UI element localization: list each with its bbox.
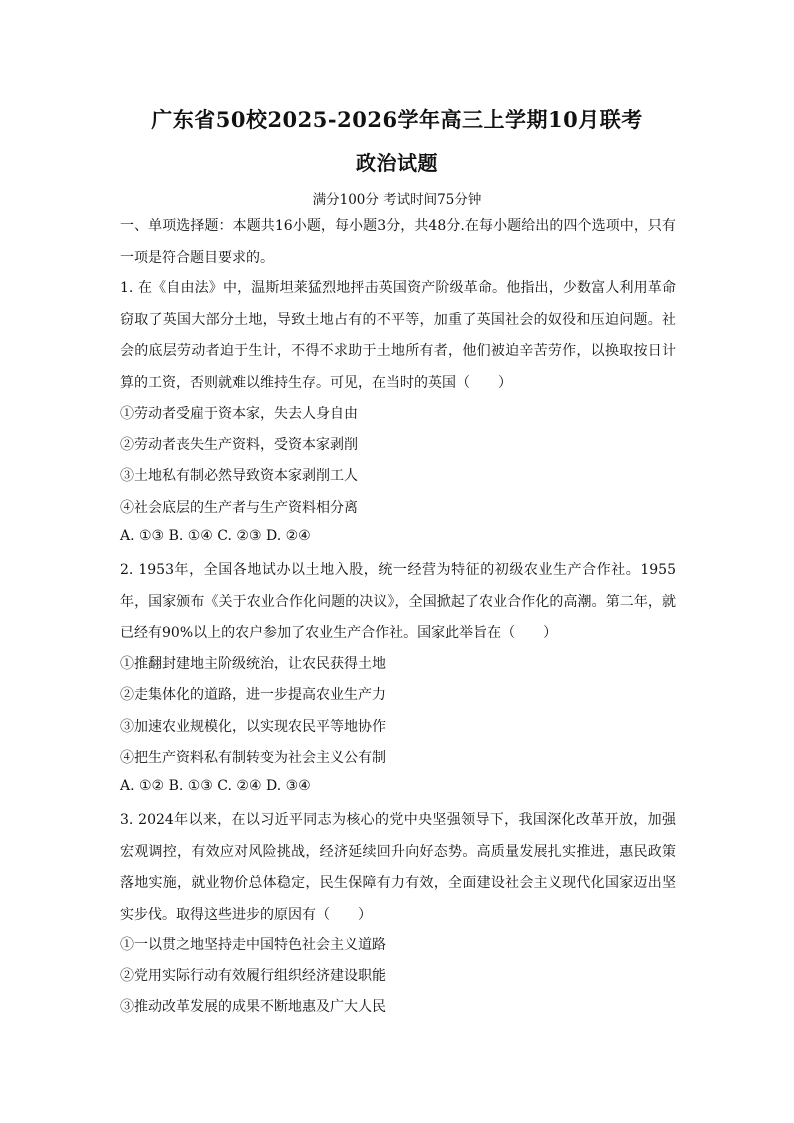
- question-2-choices: A. ①② B. ①③ C. ②④ D. ③④: [120, 778, 311, 794]
- question-1-option-1: ①劳动者受雇于资本家，失去人身自由: [120, 406, 358, 422]
- exam-title: 广东省50校2025-2026学年高三上学期10月联考: [151, 107, 643, 132]
- question-1-stem: 1. 在《自由法》中，温斯坦莱猛烈地抨击英国资产阶级革命。他指出，少数富人利用革命窃取了英国大部分土地，导致土地占有的不平等，加重了英国社会的奴役和压迫问题。社会的底层劳动者迫于生计，不得不求助于土地所有者，他们被迫辛苦劳作，以换取按日计算的工资，否则就难以维持生存。可见，在当时的英国（ ）: [120, 280, 676, 391]
- question-3-stem: 3. 2024年以来，在以习近平同志为核心的党中央坚强领导下，我国深化改革开放，加强宏观调控，有效应对风险挑战，经济延续回升向好态势。高质量发展扎实推进，惠民政策落地实施，就业物价总体稳定，民生保障有力有效，全面建设社会主义现代化国家迈出坚实步伐。取得这些进步的原因有（ ）: [120, 812, 676, 923]
- question-1-option-4: ④社会底层的生产者与生产资料相分离: [120, 500, 358, 516]
- section-instructions: 一、单项选择题：本题共16小题，每小题3分，共48分.在每小题给出的四个选项中，只有一项是符合题目要求的。: [120, 218, 676, 266]
- question-1-choices: A. ①③ B. ①④ C. ②③ D. ②④: [120, 528, 311, 544]
- question-1-option-3: ③土地私有制必然导致资本家剥削工人: [120, 468, 358, 484]
- question-1-option-2: ②劳动者丧失生产资料，受资本家剥削: [120, 437, 358, 453]
- question-3-option-2: ②党用实际行动有效履行组织经济建设职能: [120, 968, 386, 984]
- question-2-option-1: ①推翻封建地主阶级统治，让农民获得土地: [120, 656, 386, 672]
- question-2-option-4: ④把生产资料私有制转变为社会主义公有制: [120, 750, 386, 766]
- question-2-option-2: ②走集体化的道路，进一步提高农业生产力: [120, 687, 386, 703]
- exam-info: 满分100分 考试时间75分钟: [312, 192, 482, 208]
- question-3-option-1: ①一以贯之地坚持走中国特色社会主义道路: [120, 937, 386, 953]
- question-2-stem: 2. 1953年，全国各地试办以土地入股，统一经营为特征的初级农业生产合作社。1955年，国家颁布《关于农业合作化问题的决议》，全国掀起了农业合作化的高潮。第二年，就已经有90%以上的农户参加了农业生产合作社。国家此举旨在（ ）: [120, 562, 676, 641]
- subject-title: 政治试题: [356, 151, 438, 175]
- question-2-option-3: ③加速农业规模化，以实现农民平等地协作: [120, 719, 386, 735]
- question-3-option-3: ③推动改革发展的成果不断地惠及广大人民: [120, 999, 386, 1015]
